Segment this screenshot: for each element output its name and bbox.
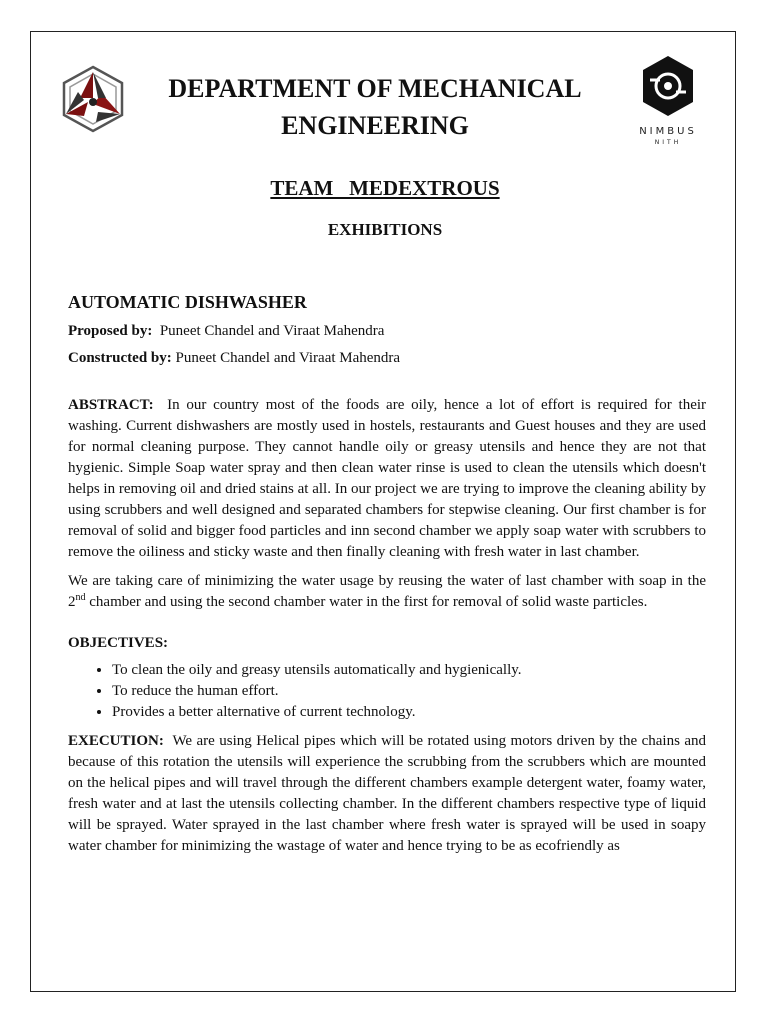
abstract-label: ABSTRACT: (68, 397, 154, 413)
department-title (150, 70, 600, 144)
team-name: TEAM MEDEXTROUS (270, 176, 500, 200)
abstract-paragraph (68, 395, 706, 563)
department-title-line1: DEPARTMENT OF MECHANICAL (168, 74, 582, 103)
department-logo-icon (58, 64, 128, 134)
water-usage-paragraph (68, 571, 706, 613)
execution-text: We are using Helical pipes which will be rotated using motors driven by the chains and because of this rotation the utensils will experience the scrubbing from the scrubbers which are mounted on the helical pipes and will travel through the different chambers example detergent water, foamy water, fresh water and at last the utensils collecting chamber. In the different chambers respective type of liquid will be sprayed. Water sprayed in the last chamber where fresh water is sprayed will be used in soapy water chamber for minimizing the wastage of water and hence trying to be as ecofriendly as (68, 733, 706, 854)
proposed-by-label: Proposed by: (68, 323, 153, 339)
water-usage-text-a: We are taking care of minimizing the water usage by reusing the water of last chamber with soap in the 2 (68, 573, 706, 610)
objectives-heading: OBJECTIVES: (68, 635, 169, 651)
objective-item: • To clean the oily and greasy utensils automatically and hygienically. (112, 660, 706, 681)
abstract-text: In our country most of the foods are oily, hence a lot of effort is required for their washing. Current dishwashers are mostly used in hostels, restaurants and Guest houses and they are used for normal cleaning purpose. They cannot handle oily or greasy utensils and hence they are not that hygienic. Simple Soap water spray and then clean water rinse is used to clean the utensils which doesn't helps in removing oil and dried stains at all. In our project we are trying to improve the cleaning ability by using scrubbers and well designed and separated chambers for stepwise cleaning. Our first chamber is for removal of solid and bigger food particles and inn second chamber we apply soap water with scrubbers to remove the oiliness and sticky waste and then finally cleaning with fresh water in last chamber. (68, 397, 707, 560)
execution-paragraph (68, 731, 706, 857)
document-body (68, 292, 706, 857)
constructed-by (68, 348, 706, 369)
water-usage-text-b: chamber and using the second chamber water in the first for removal of solid waste particles. (85, 594, 648, 610)
objective-item: • To reduce the human effort. (112, 681, 706, 702)
objectives-list (68, 660, 706, 723)
constructed-by-value: Puneet Chandel and Viraat Mahendra (175, 350, 401, 366)
department-title-line2: ENGINEERING (281, 111, 469, 140)
nimbus-logo-icon (620, 50, 716, 126)
proposed-by (68, 321, 706, 342)
section-heading: EXHIBITIONS (327, 220, 443, 239)
nimbus-logo (620, 50, 716, 150)
nimbus-logo-text: NIMBUS (639, 126, 697, 137)
nimbus-logo-subtext: NITH (654, 139, 682, 146)
objective-item: • Provides a better alternative of current technology. (112, 702, 706, 723)
constructed-by-label: Constructed by: (68, 350, 172, 366)
proposed-by-value: Puneet Chandel and Viraat Mahendra (159, 323, 385, 339)
water-usage-sup: nd (75, 592, 86, 603)
project-title: AUTOMATIC DISHWASHER (68, 292, 307, 312)
execution-label: EXECUTION: (68, 733, 164, 749)
